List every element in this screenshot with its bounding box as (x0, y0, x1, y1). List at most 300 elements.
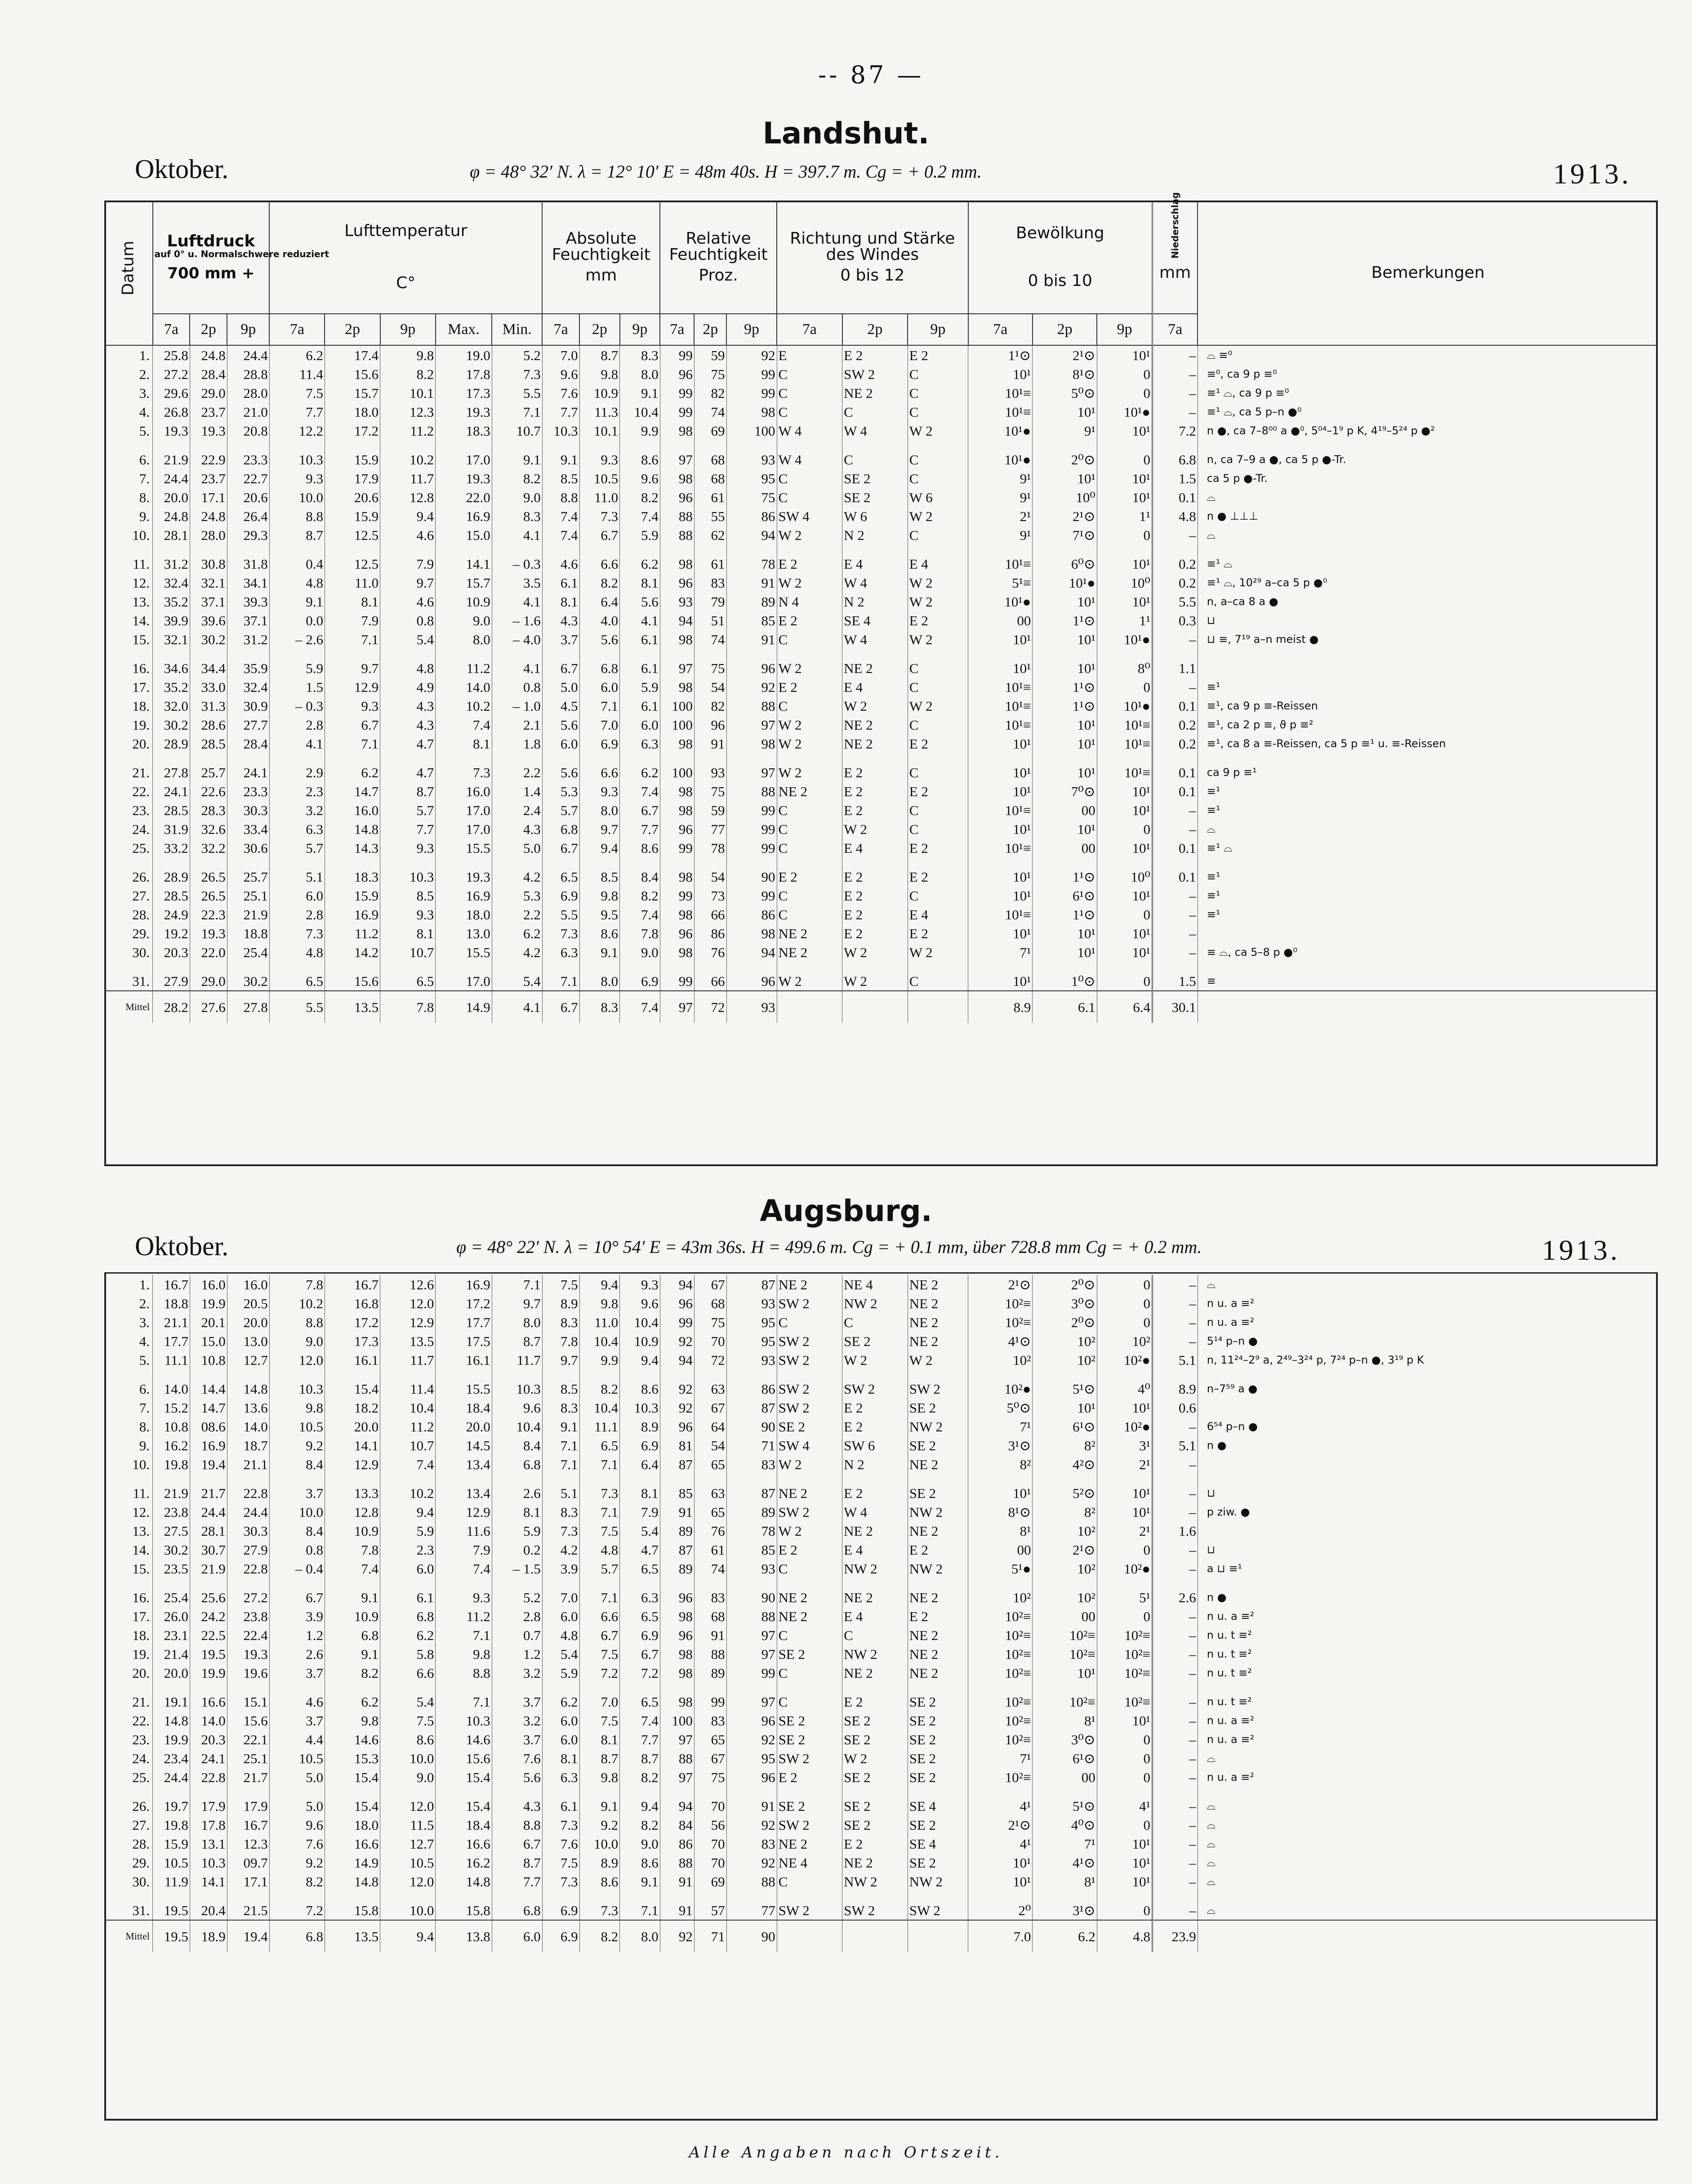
remark-cell: n u. a ≡² (1198, 1768, 1658, 1787)
data-cell: 11.9 (153, 1872, 190, 1891)
data-cell: 61 (694, 1540, 726, 1559)
data-cell: 28.1 (153, 526, 190, 544)
data-cell: 8.7 (492, 1332, 542, 1351)
date-cell: 23. (132, 1731, 150, 1747)
mean-cell: 18.9 (190, 1920, 227, 1952)
date-cell: 5. (139, 423, 150, 439)
data-cell: 65 (694, 1502, 726, 1521)
data-cell: C (777, 905, 842, 924)
data-cell: W 2 (842, 696, 908, 715)
data-cell: 7.4 (620, 1711, 660, 1730)
data-cell: 98 (660, 469, 694, 488)
data-cell: 9.1 (579, 1787, 620, 1815)
table-row (104, 1294, 1658, 1313)
data-cell: 10.0 (380, 1891, 436, 1920)
data-cell: E 2 (908, 857, 968, 886)
data-cell: SE 2 (908, 1711, 968, 1730)
data-cell: C (777, 630, 842, 649)
data-cell: 7.6 (542, 1834, 579, 1853)
remark-cell (1198, 1521, 1658, 1540)
data-cell: 16.1 (325, 1351, 380, 1369)
data-cell: 97 (660, 649, 694, 677)
table-row (104, 924, 1658, 943)
data-cell: 0.1 (1152, 782, 1198, 801)
data-cell: 17.1 (227, 1872, 269, 1891)
data-cell: 5.7 (380, 801, 436, 820)
data-cell: 71 (726, 1436, 777, 1455)
data-cell: C (777, 886, 842, 905)
mean-cell: 27.8 (227, 991, 269, 1023)
data-cell: 10¹ (968, 649, 1033, 677)
data-cell: 10¹● (968, 421, 1033, 440)
data-cell: 2.6 (492, 1474, 542, 1502)
data-cell: 10.3 (269, 1369, 325, 1398)
data-cell: – (1152, 630, 1198, 649)
data-cell: 88 (694, 1645, 726, 1663)
mean-cell: 5.5 (269, 991, 325, 1023)
date-cell: 23. (132, 802, 150, 818)
data-cell: 99 (660, 838, 694, 857)
data-cell: 4.1 (620, 611, 660, 630)
data-cell: 8.9 (1152, 1369, 1198, 1398)
data-cell: 4.8 (1152, 507, 1198, 526)
data-cell: 99 (660, 402, 694, 421)
data-cell: 24.2 (190, 1607, 227, 1626)
data-cell: SE 2 (842, 469, 908, 488)
data-cell: 6.7 (620, 1645, 660, 1663)
data-cell: 2.3 (269, 782, 325, 801)
data-cell: 24.1 (190, 1749, 227, 1768)
table-row (104, 421, 1658, 440)
data-cell: 10.2 (436, 696, 492, 715)
data-cell: 16.2 (153, 1436, 190, 1455)
data-cell: 11.0 (325, 573, 380, 592)
data-cell: 4.3 (380, 715, 436, 734)
data-cell: 8.2 (620, 488, 660, 507)
data-cell: 77 (694, 820, 726, 838)
data-cell: 4¹⊙ (968, 1332, 1033, 1351)
data-cell: 10²● (968, 1369, 1033, 1398)
data-cell: 7.2 (1152, 421, 1198, 440)
data-cell: 92 (726, 1815, 777, 1834)
data-cell: 97 (726, 1682, 777, 1711)
remark-cell: n u. a ≡² (1198, 1607, 1658, 1626)
date-cell: 19. (132, 1646, 150, 1662)
data-cell: 0 (1097, 526, 1152, 544)
data-cell: 7.3 (542, 1521, 579, 1540)
data-cell: NE 2 (777, 924, 842, 943)
data-cell: 7¹ (968, 1417, 1033, 1436)
mean-row (104, 991, 1658, 1023)
niederschlag-header: Niederschlag mm (1152, 201, 1198, 314)
data-cell: SE 2 (908, 1474, 968, 1502)
data-cell: 7.9 (380, 544, 436, 573)
data-cell: 7.4 (620, 905, 660, 924)
data-cell: 10²≡ (1097, 1663, 1152, 1682)
data-cell: 2.4 (492, 801, 542, 820)
hour-header-7a: 7a (777, 314, 842, 345)
data-cell: 98 (660, 1645, 694, 1663)
table-row (104, 1578, 1658, 1607)
data-cell: 11.1 (153, 1351, 190, 1369)
remark-cell: ≡ ⌓, ca 5–8 p ●⁰ (1198, 943, 1658, 962)
data-cell: 3.5 (492, 573, 542, 592)
data-cell: 17.0 (436, 962, 492, 991)
data-cell: 3¹⊙ (968, 1436, 1033, 1455)
data-cell: 12.5 (325, 526, 380, 544)
data-cell: 7.4 (620, 782, 660, 801)
data-cell: 3.9 (542, 1559, 579, 1578)
data-cell: 10¹≡ (968, 715, 1033, 734)
remark-cell: ≡¹ (1198, 677, 1658, 696)
date-cell: 7. (139, 470, 150, 486)
data-cell: 25.7 (190, 753, 227, 782)
data-cell: 8.3 (620, 345, 660, 365)
data-cell: C (908, 383, 968, 402)
data-cell: 16.2 (436, 1853, 492, 1872)
data-cell: NE 2 (777, 943, 842, 962)
data-cell: 39.6 (190, 611, 227, 630)
data-cell: 13.4 (436, 1455, 492, 1474)
data-cell: 00 (1033, 1768, 1097, 1787)
data-cell: 15.6 (436, 1749, 492, 1768)
data-cell: 8¹ (1033, 1872, 1097, 1891)
data-cell: 2¹ (1097, 1455, 1152, 1474)
mean-label: Mittel (104, 991, 153, 1023)
data-cell: 15.8 (325, 1891, 380, 1920)
data-cell: 10.2 (380, 1474, 436, 1502)
mean-cell: 30.1 (1152, 991, 1198, 1023)
date-cell: 6. (139, 1381, 150, 1397)
data-cell: 4²⊙ (1033, 1455, 1097, 1474)
data-cell: 7.8 (620, 924, 660, 943)
data-cell: 98 (660, 943, 694, 962)
data-cell: 14.1 (436, 544, 492, 573)
remark-cell: 5¹⁴ p–n ● (1198, 1332, 1658, 1351)
data-cell: 5.7 (579, 1559, 620, 1578)
data-cell: 20.3 (190, 1730, 227, 1749)
data-cell: NW 2 (842, 1645, 908, 1663)
table-row (104, 943, 1658, 962)
data-cell: 7.8 (269, 1275, 325, 1294)
data-cell: 22.8 (227, 1559, 269, 1578)
data-cell: 17.9 (227, 1787, 269, 1815)
data-cell: 2¹⊙ (968, 1275, 1033, 1294)
data-cell: 9.3 (579, 782, 620, 801)
data-cell: 7.0 (579, 1682, 620, 1711)
data-cell: 28.9 (153, 857, 190, 886)
data-cell: NE 2 (908, 1294, 968, 1313)
table-row (104, 857, 1658, 886)
table-row (104, 1398, 1658, 1417)
data-cell: 6.8 (542, 820, 579, 838)
data-cell: C (908, 753, 968, 782)
data-cell: 88 (660, 1853, 694, 1872)
data-cell: 7.3 (542, 924, 579, 943)
data-cell: 18.0 (325, 1815, 380, 1834)
data-cell: 10¹ (1097, 924, 1152, 943)
data-cell: 77 (726, 1891, 777, 1920)
remark-cell: n u. a ≡² (1198, 1730, 1658, 1749)
data-cell: 22.1 (227, 1730, 269, 1749)
remark-cell: ≡¹ ⌓, ca 5 p–n ●⁰ (1198, 402, 1658, 421)
date-cell: 19. (132, 717, 150, 733)
date-cell: 15. (132, 1560, 150, 1577)
data-cell: W 4 (842, 573, 908, 592)
date-cell: 28. (132, 1836, 150, 1852)
data-cell: 8.8 (542, 488, 579, 507)
remark-cell: ⌓ (1198, 1834, 1658, 1853)
data-cell: 0 (1097, 1275, 1152, 1294)
data-cell: W 6 (842, 507, 908, 526)
date-cell: 30. (132, 944, 150, 960)
data-cell: SW 2 (777, 1332, 842, 1351)
mean-cell: 90 (726, 1920, 777, 1952)
data-cell: 1.2 (269, 1626, 325, 1645)
data-cell: 13.4 (436, 1474, 492, 1502)
data-cell: 6.7 (542, 649, 579, 677)
data-cell: 09.7 (227, 1853, 269, 1872)
data-cell: – (1152, 820, 1198, 838)
data-cell: SW 2 (777, 1398, 842, 1417)
data-cell: 51 (694, 611, 726, 630)
data-cell: 4.1 (492, 526, 542, 544)
data-cell: 90 (726, 857, 777, 886)
data-cell: 4.6 (269, 1682, 325, 1711)
data-cell: 4.8 (579, 1540, 620, 1559)
table-row (104, 1626, 1658, 1645)
data-cell: 2.2 (492, 753, 542, 782)
data-cell: 24.4 (153, 1768, 190, 1787)
data-cell: 6.6 (579, 753, 620, 782)
data-cell: 90 (726, 1417, 777, 1436)
data-cell: 16.7 (325, 1275, 380, 1294)
data-cell: W 2 (777, 1455, 842, 1474)
data-cell: 19.7 (153, 1787, 190, 1815)
data-cell: 10²≡ (968, 1768, 1033, 1787)
data-cell: 6.5 (579, 1436, 620, 1455)
data-cell: 88 (660, 526, 694, 544)
data-cell: 92 (726, 1730, 777, 1749)
data-cell: 16.9 (436, 507, 492, 526)
data-cell: 2¹⊙ (1033, 507, 1097, 526)
data-cell: 9.4 (620, 1787, 660, 1815)
remark-cell (1198, 1455, 1658, 1474)
data-cell: SE 2 (842, 1815, 908, 1834)
data-cell: 17.2 (325, 421, 380, 440)
data-cell: SE 2 (777, 1645, 842, 1663)
data-cell: 11.6 (436, 1521, 492, 1540)
data-cell: 14.0 (436, 677, 492, 696)
data-cell: 7.1 (436, 1682, 492, 1711)
data-cell: 7.1 (579, 1578, 620, 1607)
data-cell: 25.4 (227, 943, 269, 962)
data-cell: 10¹ (968, 734, 1033, 753)
data-cell: E 2 (842, 753, 908, 782)
data-cell: 78 (726, 544, 777, 573)
data-cell: 6.6 (380, 1663, 436, 1682)
remark-cell: n u. a ≡² (1198, 1711, 1658, 1730)
data-cell: 82 (694, 383, 726, 402)
data-cell: 32.1 (190, 573, 227, 592)
data-cell: 70 (694, 1853, 726, 1872)
data-cell: 29.3 (227, 526, 269, 544)
data-cell: 92 (726, 677, 777, 696)
data-cell: 5.1 (542, 1474, 579, 1502)
data-cell: 11.7 (380, 1351, 436, 1369)
data-cell: 10² (968, 1578, 1033, 1607)
data-cell: 14.9 (325, 1853, 380, 1872)
data-cell: 21.4 (153, 1645, 190, 1663)
data-cell: W 2 (777, 962, 842, 991)
data-cell: 7¹ (968, 943, 1033, 962)
data-cell: 10¹ (968, 1872, 1033, 1891)
data-cell: 7.9 (325, 611, 380, 630)
data-cell: 15.3 (325, 1749, 380, 1768)
hour-header-9p: 9p (908, 314, 968, 345)
data-cell: C (777, 1313, 842, 1332)
abs-feuchte-header: Absolute Feuchtigkeit mm (542, 201, 660, 314)
month-label: Oktober. (135, 1231, 229, 1261)
table-row (104, 1682, 1658, 1711)
data-cell: SW 2 (777, 1815, 842, 1834)
data-cell: 9¹ (968, 488, 1033, 507)
data-cell: 4¹ (968, 1787, 1033, 1815)
data-cell: 5.6 (542, 753, 579, 782)
data-cell: W 2 (777, 526, 842, 544)
data-cell: 10.8 (190, 1351, 227, 1369)
data-cell: 5.5 (492, 383, 542, 402)
data-cell: 0.1 (1152, 753, 1198, 782)
data-cell: 68 (694, 1607, 726, 1626)
data-cell: 73 (694, 886, 726, 905)
data-cell: 6.9 (579, 734, 620, 753)
data-cell: 37.1 (227, 611, 269, 630)
data-cell: 7.7 (542, 402, 579, 421)
data-cell: 10.1 (380, 383, 436, 402)
data-cell: 10¹ (1097, 838, 1152, 857)
data-cell: 10.4 (579, 1398, 620, 1417)
date-cell: 9. (139, 1437, 150, 1453)
data-cell: 88 (726, 1872, 777, 1891)
data-cell: 0 (1097, 1730, 1152, 1749)
data-cell: 6⁰⊙ (1033, 544, 1097, 573)
data-cell: 2.9 (269, 753, 325, 782)
data-cell: 10¹ (1033, 1663, 1097, 1682)
wind-header: Richtung und Stärke des Windes 0 bis 12 (777, 201, 968, 314)
data-cell: 75 (694, 782, 726, 801)
data-cell: 1¹⊙ (1033, 905, 1097, 924)
data-cell: 19.1 (153, 1682, 190, 1711)
data-cell: 4.5 (542, 696, 579, 715)
remark-cell: ≡⁰, ca 9 p ≡⁰ (1198, 365, 1658, 383)
data-cell: – (1152, 1891, 1198, 1920)
data-cell: 2.6 (1152, 1578, 1198, 1607)
data-cell: 6.3 (542, 943, 579, 962)
data-cell: 57 (694, 1891, 726, 1920)
data-cell: 28.1 (190, 1521, 227, 1540)
data-cell: 23.3 (227, 440, 269, 469)
data-cell: 96 (660, 1294, 694, 1313)
data-cell: 4.4 (269, 1730, 325, 1749)
data-cell: 5.8 (380, 1645, 436, 1663)
data-cell: 28.5 (153, 886, 190, 905)
data-cell: 6.3 (542, 1768, 579, 1787)
data-cell: 15.6 (325, 365, 380, 383)
data-cell: 97 (660, 1730, 694, 1749)
data-cell: 99 (660, 1313, 694, 1332)
data-cell: 96 (660, 924, 694, 943)
data-cell: NE 2 (842, 383, 908, 402)
data-cell: 9.6 (620, 469, 660, 488)
data-cell: – (1152, 1294, 1198, 1313)
data-cell: – 0.4 (269, 1559, 325, 1578)
data-cell: 6.5 (269, 962, 325, 991)
data-cell: 17.3 (325, 1332, 380, 1351)
data-cell: 86 (694, 924, 726, 943)
mean-cell (842, 1920, 908, 1952)
data-cell: 0 (1097, 1815, 1152, 1834)
table-row (104, 1540, 1658, 1559)
data-cell: 0 (1097, 1540, 1152, 1559)
mean-cell: 14.9 (436, 991, 492, 1023)
data-cell: 9.0 (269, 1332, 325, 1351)
data-cell: 4.3 (492, 820, 542, 838)
data-cell: 2.1 (492, 715, 542, 734)
data-cell: 10¹ (1033, 753, 1097, 782)
data-cell: – (1152, 1730, 1198, 1749)
data-cell: 10² (1097, 1332, 1152, 1351)
data-cell: NE 2 (777, 782, 842, 801)
data-cell: 10²≡ (1033, 1626, 1097, 1645)
data-cell: 6¹⊙ (1033, 1749, 1097, 1768)
data-cell: 10.0 (380, 1749, 436, 1768)
data-cell: 16.6 (436, 1834, 492, 1853)
data-cell: 91 (660, 1872, 694, 1891)
data-cell: E 2 (842, 1682, 908, 1711)
data-cell: 65 (694, 1455, 726, 1474)
data-cell: 10¹ (1033, 734, 1097, 753)
data-cell: 19.9 (190, 1294, 227, 1313)
data-cell: 9.3 (380, 905, 436, 924)
remark-cell: ⊔ (1198, 1474, 1658, 1502)
data-cell: W 2 (777, 753, 842, 782)
table-row (104, 1853, 1658, 1872)
mean-cell: 6.7 (542, 991, 579, 1023)
data-cell: 6.5 (620, 1682, 660, 1711)
station-title: Landshut. (762, 116, 930, 151)
data-cell: 10²≡ (968, 1711, 1033, 1730)
data-cell: 00 (968, 1540, 1033, 1559)
data-cell: E 2 (777, 1768, 842, 1787)
data-cell: 6.7 (542, 838, 579, 857)
data-cell: 99 (660, 962, 694, 991)
mean-cell: 93 (726, 991, 777, 1023)
data-cell: 16.0 (436, 782, 492, 801)
data-cell: 96 (660, 1626, 694, 1645)
data-cell: 1¹⊙ (968, 345, 1033, 365)
data-cell: 1¹⊙ (1033, 696, 1097, 715)
data-cell: 10²≡ (1097, 1682, 1152, 1711)
data-cell: 98 (660, 1682, 694, 1711)
data-cell: N 4 (777, 592, 842, 611)
data-cell: 94 (660, 1351, 694, 1369)
table-row (104, 440, 1658, 469)
data-cell: 11.7 (492, 1351, 542, 1369)
data-cell: 94 (660, 1275, 694, 1294)
data-cell: C (908, 962, 968, 991)
data-cell: 23.8 (153, 1502, 190, 1521)
